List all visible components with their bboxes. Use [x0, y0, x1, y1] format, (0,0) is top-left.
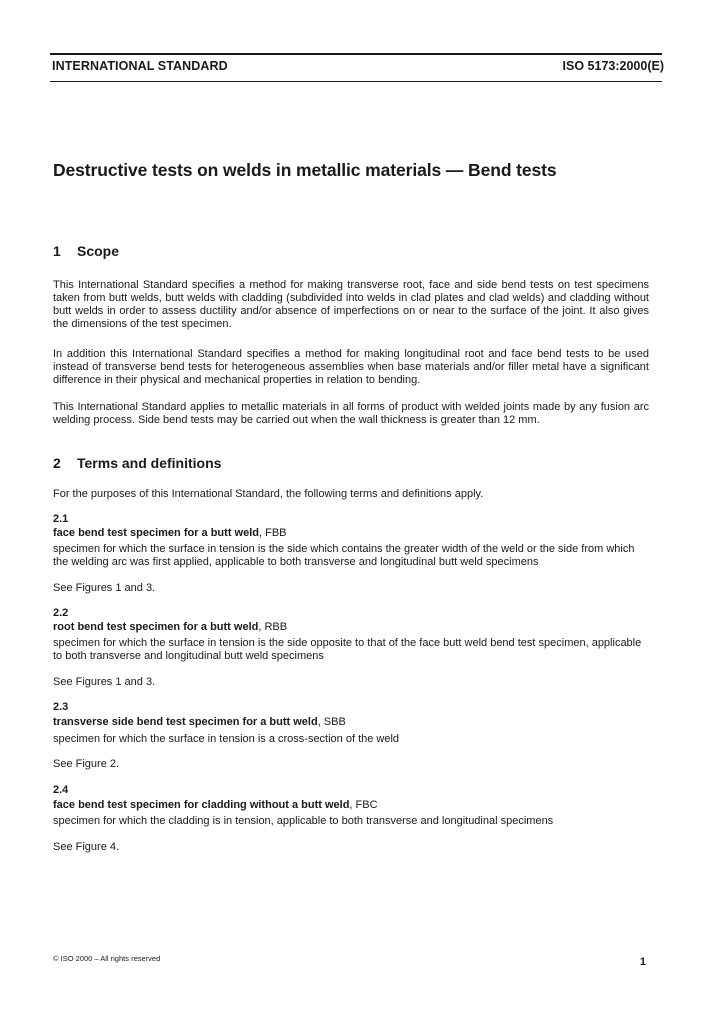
term-abbreviation: , FBC	[349, 799, 378, 811]
header-top-rule	[50, 53, 662, 55]
term-definition: specimen for which the surface in tension is the side which contains the greater width of the weld or the side from which the welding arc was first applied, applicable to both transverse and longitudinal butt weld specimens	[53, 543, 635, 568]
scope-paragraph: This International Standard applies to metallic materials in all forms of product with welded joints made by any fusion arc welding process. Side bend tests may be carried out when the wall thickness is greater than 12 mm.	[53, 401, 649, 426]
term-entry	[53, 527, 287, 539]
section-number: 2	[53, 455, 61, 471]
scope-paragraph: In addition this International Standard specifies a method for making longitudinal root and face bend tests to be used instead of transverse bend tests for heterogeneous assemblies when base materials and/or filler metal have a significant difference in their physical and mechanical properties in relation to bending.	[53, 348, 649, 386]
term-name: face bend test specimen for a butt weld	[53, 527, 259, 539]
term-entry	[53, 799, 378, 811]
document-type: INTERNATIONAL STANDARD	[52, 59, 228, 73]
term-number: 2.3	[53, 701, 69, 713]
term-figure-reference: See Figure 4.	[53, 841, 120, 853]
terms-intro: For the purposes of this International Standard, the following terms and definitions apply.	[53, 488, 484, 500]
term-definition: specimen for which the surface in tension is a cross-section of the weld	[53, 733, 400, 745]
term-entry	[53, 621, 287, 633]
term-name: root bend test specimen for a butt weld	[53, 621, 259, 633]
term-figure-reference: See Figures 1 and 3.	[53, 676, 156, 688]
term-definition: specimen for which the surface in tension is the side opposite to that of the face butt weld bend test specimen, applicable to both transverse and longitudinal butt weld specimens	[53, 637, 642, 662]
term-number: 2.1	[53, 513, 69, 525]
term-number: 2.2	[53, 607, 69, 619]
header-bottom-rule	[50, 81, 662, 82]
term-definition: specimen for which the cladding is in tension, applicable to both transverse and longitudinal specimens	[53, 815, 554, 827]
section-number: 1	[53, 243, 61, 259]
scope-paragraph: This International Standard specifies a method for making transverse root, face and side bend tests on test specimens taken from butt welds, butt welds with cladding (subdivided into welds in clad plates and clad welds) and cladding without butt welds in order to assess ductility and/or absence of imperfections on or near to the surface of the joint. It also gives the dimensions of the test specimen.	[53, 279, 649, 330]
copyright-notice: © ISO 2000 – All rights reserved	[53, 954, 161, 963]
section-title: Scope	[77, 243, 120, 259]
term-abbreviation: , RBB	[258, 621, 288, 633]
document-reference: ISO 5173:2000(E)	[562, 59, 664, 73]
section-title: Terms and definitions	[77, 455, 222, 471]
term-name: face bend test specimen for cladding without a butt weld	[53, 799, 350, 811]
term-number: 2.4	[53, 784, 69, 796]
term-figure-reference: See Figure 2.	[53, 758, 120, 770]
section-heading-terms	[53, 455, 221, 471]
document-title: Destructive tests on welds in metallic materials — Bend tests	[53, 160, 557, 180]
page-number: 1	[639, 956, 646, 968]
term-name: transverse side bend test specimen for a butt weld	[53, 716, 318, 728]
term-abbreviation: , FBB	[259, 527, 287, 539]
section-heading-scope	[53, 243, 119, 259]
term-entry	[53, 716, 346, 728]
term-abbreviation: , SBB	[317, 716, 346, 728]
term-figure-reference: See Figures 1 and 3.	[53, 582, 156, 594]
